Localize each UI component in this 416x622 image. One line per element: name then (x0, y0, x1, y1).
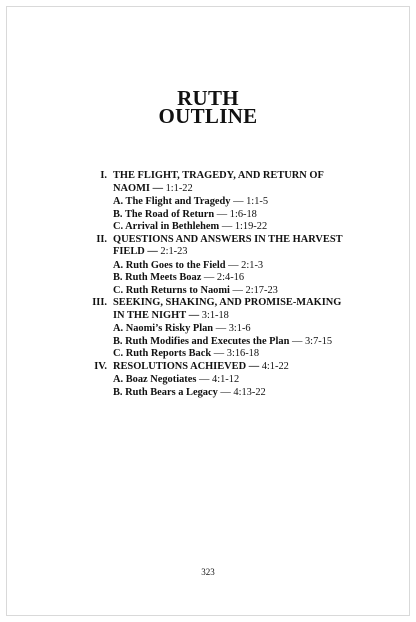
subsection-dash: — (213, 348, 225, 359)
outline-list (84, 170, 354, 399)
subsection-title: A. Boaz Negotiates (113, 374, 197, 385)
subsection-title: B. Ruth Meets Boaz (113, 272, 202, 283)
subsection-title: A. The Flight and Tragedy (113, 196, 231, 207)
outline-section (84, 361, 354, 400)
outline-section (84, 297, 354, 361)
section-title: RESOLUTIONS ACHIEVED (113, 360, 247, 372)
subsection-item (113, 272, 354, 285)
subsection-item (113, 285, 354, 298)
subsection-item (113, 209, 354, 222)
subsection-dash: — (232, 284, 243, 296)
subsection-dash: — (215, 323, 227, 334)
subsection-item (113, 387, 354, 400)
section-dash: — (248, 360, 260, 372)
section-title: QUESTIONS AND ANSWERS IN THE HARVEST FIELD (113, 233, 343, 257)
section-reference: 1:1-22 (165, 182, 193, 194)
subsection-dash: — (199, 374, 210, 385)
subsection-item (113, 323, 354, 336)
section-numeral: II. (96, 233, 107, 245)
section-dash: — (147, 246, 158, 257)
subsection-item (113, 260, 354, 273)
subsection-reference: 2:17-23 (245, 284, 278, 296)
section-heading (84, 170, 354, 195)
subsection-reference: 3:16-18 (226, 348, 260, 359)
subsection-dash: — (228, 259, 239, 271)
subsection-item (113, 336, 354, 349)
subsection-dash: — (216, 208, 228, 220)
section-reference: 2:1-23 (160, 246, 188, 257)
section-heading (84, 234, 354, 259)
section-numeral: IV. (94, 360, 107, 372)
subsection-item (113, 221, 354, 234)
subsection-reference: 4:13-22 (233, 386, 266, 398)
section-dash: — (188, 309, 200, 321)
subsection-reference: 3:1-6 (228, 323, 251, 334)
subsection-list (84, 196, 354, 234)
section-title: SEEKING, SHAKING, AND PROMISE-MAKING IN THE NIGHT (113, 297, 342, 321)
subsection-title: C. Arrival in Bethlehem (113, 221, 220, 232)
subsection-dash: — (291, 335, 303, 347)
subsection-dash: — (233, 196, 244, 207)
subsection-reference: 3:7-15 (304, 335, 333, 347)
book-title: RUTH (177, 86, 239, 110)
subsection-title: C. Ruth Reports Back (113, 348, 212, 359)
section-numeral: III. (92, 297, 107, 308)
subsection-reference: 4:1-12 (212, 374, 240, 385)
subsection-dash: — (220, 386, 231, 398)
subsection-dash: — (221, 221, 233, 232)
subsection-title: A. Naomi’s Risky Plan (113, 323, 214, 334)
subsection-item (113, 374, 354, 387)
page-number: 323 (201, 567, 215, 577)
subsection-reference: 1:1-5 (246, 196, 269, 207)
section-heading (84, 361, 354, 374)
subsection-reference: 2:1-3 (241, 259, 264, 271)
subsection-reference: 1:6-18 (229, 208, 257, 220)
subsection-item (113, 196, 354, 209)
section-dash: — (152, 182, 163, 194)
subsection-dash: — (203, 272, 215, 283)
subsection-list (84, 260, 354, 298)
subsection-title: C. Ruth Returns to Naomi (113, 284, 230, 296)
subsection-title: B. Ruth Modifies and Executes the Plan (113, 335, 290, 347)
section-title: THE FLIGHT, TRAGEDY, AND RETURN OF NAOMI (113, 170, 324, 194)
subsection-title: B. The Road of Return (113, 208, 215, 220)
subsection-reference: 2:4-16 (216, 272, 245, 283)
subsection-title: B. Ruth Bears a Legacy (113, 386, 218, 398)
subsection-list (84, 323, 354, 361)
subsection-item (113, 348, 354, 361)
outline-section (84, 170, 354, 234)
outline-heading: OUTLINE (158, 104, 258, 128)
subsection-reference: 1:19-22 (234, 221, 268, 232)
section-heading (84, 297, 354, 322)
subsection-list (84, 374, 354, 399)
section-reference: 3:1-18 (201, 309, 229, 321)
outline-section (84, 234, 354, 298)
section-reference: 4:1-22 (261, 360, 289, 372)
subsection-title: A. Ruth Goes to the Field (113, 259, 226, 271)
section-numeral: I. (100, 170, 107, 181)
